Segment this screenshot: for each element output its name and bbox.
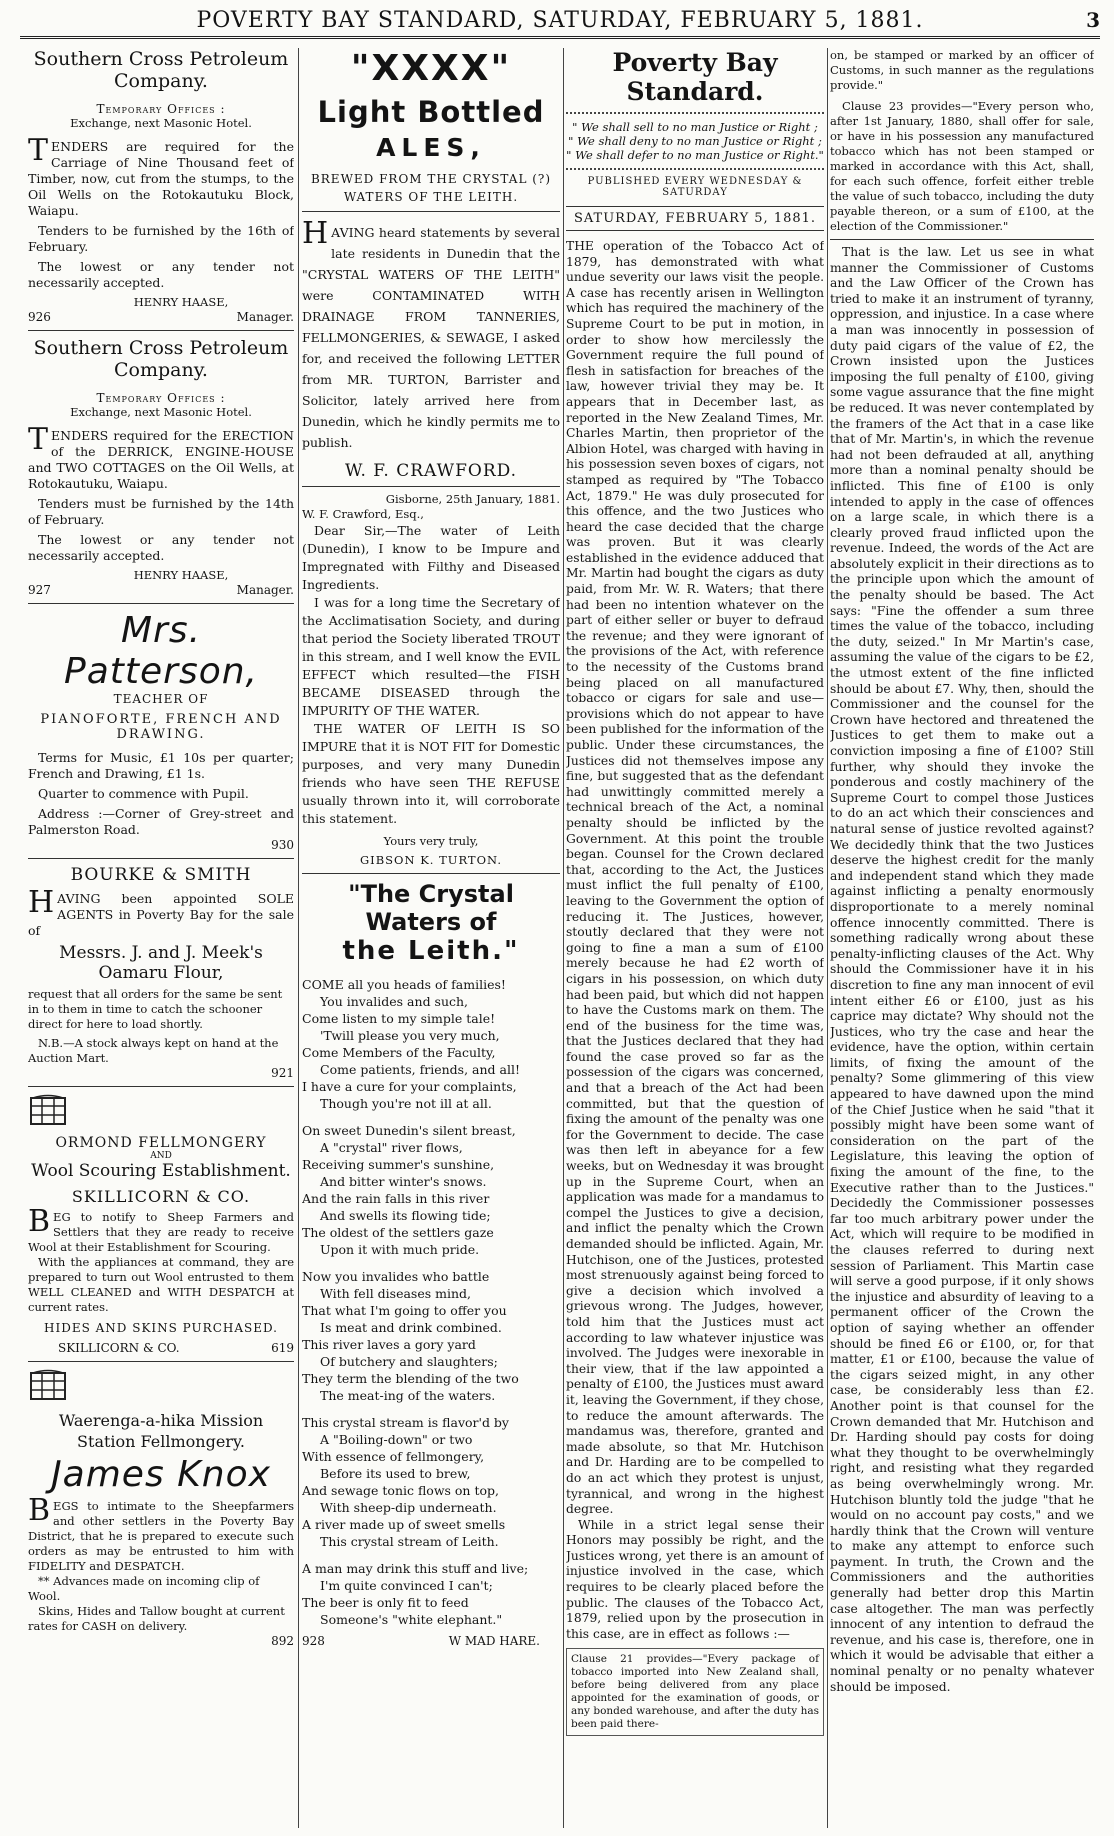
poem-line: And bitter winter's snows. — [320, 1174, 487, 1189]
page-number: 3 — [1086, 8, 1100, 32]
poem-line: Come Members of the Faculty, — [302, 1045, 496, 1060]
ad-deadline: Tenders must be furnished by the 14th of February. — [28, 496, 294, 527]
ad-number: 921 — [271, 1066, 294, 1080]
column-divider — [298, 48, 299, 1828]
ale-advert-subhead: BREWED FROM THE CRYSTAL (?) WATERS OF THE LEITH. — [310, 172, 552, 204]
ad-address: Address :—Corner of Grey-street and Palmerston Road. — [28, 806, 294, 837]
poem-line: Before its used to brew, — [320, 1466, 471, 1481]
ad-body: BEG to notify to Sheep Farmers and Settlers that they are ready to receive Wool at their Establishment for Scouring. — [28, 1204, 294, 1254]
editorial-paragraph: That is the law. Let us see in what manner the Commissioner of Customs and the Law Officer of the Crown has tried to make it an instrument of tyranny, oppression, and injustice. In a case where a man was innocently in possession of duty paid cigars of the value of £2, the Crown insisted upon the Justices imposing the full penalty of £100, giving some vague assurance that the fine might be reduced. It was never contemplated by the framers of the Act that in a case like that of Mr. Martin's, in which the revenue had not been defrauded at all, anything more than a nominal penalty should be inflicted. This fine of £100 is only intended to apply in the case of offences on a large scale, in which there is a clearly proved fraud inflicted upon the revenue. Indeed, the words of the Act are absolutely explicit in their directions as to the principle upon which the amount of the penalty should be based. The Act says: "Fine the offender a sum three times the value of the tobacco, including the duty, seized." In Mr Martin's case, assuming the value of the cigars to be £2, the utmost extent of the fine inflicted should be about £7. Why, then, should the Commissioner and the counsel for the Crown have hectored and threatened the Justices to get them to make out a conviction imposing a fine of £100? Still further, why should they invoke the ponderous and costly machinery of the Supreme Court to compel those Justices to do an act which their consciences and natural sense of justice revolted against? We decidedly think that the two Justices deserve the highest credit for the manly and independent stand which they made against inflicting a penalty enormously disproportionate to a merely nominal offence innocently committed. There is something radically wrong about these penalty-inflicting clauses of the Act. Why should the Commissioner have it in his discretion to fine any man innocent of evil intent either £6 or £100, just as his caprice may dictate? Why should not the Justices, who try the case and hear the evidence, have the option, within certain limits, of fixing the amount of the penalty? Some glimmering of this view appeared to have dawned upon the mind of the Chief Justice when he said "that it possibly might have been some want of consideration on the part of the Legislature, this leaving the option of fixing the amount of the fine, to the Executive rather than to the Justices." Decidedly the Commissioner possesses far too much arbitrary power under the Act, which will require to be modified in the clauses referred to during next session of Parliament. This Martin case will serve a good purpose, if it only shows the injustice and absurdity of leaving to a permanent officer of the Crown the option of saying whether an offender should be fined £6 or £100, or, for that matter, £1 or £100, because the value of the cigars seized might, in any other case, be considerably less than £2. Another point is that counsel for the Crown demanded that Mr. Hutchison and Dr. Harding should pay costs for doing what they thought to be overwhelmingly right, and resisting what they regarded as being overwhelmingly wrong. Mr. Hutchison bluntly told the judge "that he would on no account pay costs," and we hardly think that the Crown will venture to make any attempt to enforce such payment. In truth, the Crown and the Commissioners and the authorities generally had better drop this Martin case altogether. The man was perfectly innocent of any intention to defraud the revenue, and his case is, therefore, one in which it would be advisable that either a nominal penalty or no penalty whatever should be imposed. — [830, 245, 1094, 1694]
ad-number: 926 — [28, 310, 51, 324]
poem-line: This crystal stream is flavor'd by — [302, 1415, 509, 1430]
ad-body: With the appliances at command, they are prepared to turn out Wool entrusted to them WELL CLEANED and WITH DESPATCH at current rates. — [28, 1255, 294, 1314]
poem-line: Come listen to my simple tale! — [302, 1011, 496, 1026]
column-divider — [563, 48, 564, 1828]
poem-line: This crystal stream of Leith. — [320, 1534, 499, 1549]
newspaper-nameplate: Poverty Bay Standard. — [612, 48, 778, 106]
advertisement-bourke-smith — [28, 865, 294, 1087]
ad-advances: ** Advances made on incoming clip of Wool. — [28, 1574, 260, 1603]
poem-line: Someone's "white elephant." — [320, 1612, 503, 1627]
ad-firm: BOURKE & SMITH — [70, 865, 252, 885]
ad-request: request that all orders for the same be sent in to them in time to catch the schooner direct for here to load shortly. — [28, 987, 283, 1031]
poem-line: Upon it with much pride. — [320, 1242, 480, 1257]
clause-21-quote: Clause 21 provides—"Every package of tobacco imported into New Zealand shall, before being delivered from any place appointed for the examination of goods, or any bonded warehouse, and after the duty has been paid there- — [566, 1648, 824, 1736]
poem-line: Of butchery and slaughters; — [320, 1354, 498, 1369]
clause-21-continued: on, be stamped or marked by an officer of Customs, in such manner as the regulations provide." — [830, 48, 1094, 92]
editorial-paragraph: While in a strict legal sense their Honors may possibly be right, and the Justices wrong, yet there is an amount of injustice involved in the case, which requires to be clearly placed before the public. The clauses of the Tobacco Act, 1879, relied upon by the prosecution in this case, are in effect as follows :— — [566, 1517, 824, 1641]
advertisement-petroleum-1 — [28, 48, 294, 331]
letter-date: Gisborne, 25th January, 1881. — [385, 492, 560, 506]
poem-line: The meat-ing of the waters. — [320, 1388, 496, 1403]
ad-signer: SKILLICORN & CO. — [58, 1341, 180, 1355]
column-1 — [28, 48, 294, 1828]
ale-advert-headline: ALES, — [376, 133, 486, 162]
poem-line: With sheep-dip underneath. — [320, 1500, 497, 1515]
advertisement-james-knox — [28, 1368, 294, 1648]
ad-name: Mrs. Patterson, — [64, 610, 258, 692]
ad-body: BEGS to intimate to the Sheepfarmers and other settlers in the Poverty Bay District, that he is prepared to execute such orders as may be entrusted to him with FIDELITY and DESPATCH. — [28, 1493, 294, 1573]
column-divider — [827, 48, 828, 1828]
ad-firm: SKILLICORN & CO. — [71, 1187, 251, 1206]
clause-23-quote: Clause 23 provides—"Every person who, after 1st January, 1880, shall offer for sale, or have in his possession any manufactured tobacco which has not been stamped or marked in accordance with this Act, shall, for each such offence, forfeit either treble the value of such tobacco, including the duty payable thereon, or a sum of £100, at the election of the Commissioner." — [830, 99, 1094, 233]
ad-title: Waerenga-a-hika Mission Station Fellmongery. — [58, 1411, 264, 1451]
poem-line: 'Twill please you very much, — [320, 1028, 500, 1043]
poem-line: I have a cure for your complaints, — [302, 1079, 517, 1094]
editorial-dateline: SATURDAY, FEBRUARY 5, 1881. — [566, 206, 824, 231]
advertisement-petroleum-2 — [28, 337, 294, 604]
poem-number: 928 — [302, 1634, 325, 1648]
column-2 — [302, 48, 560, 1828]
ad-conjunction: AND — [150, 1151, 172, 1161]
poem-line: COME all you heads of families! — [302, 977, 506, 992]
letter-paragraph: Dear Sir,—The water of Leith (Dunedin), I know to be Impure and Impregnated with Filthy and Diseased Ingredients. — [302, 523, 560, 592]
poem-line: A "Boiling-down" or two — [320, 1432, 473, 1447]
ad-terms: Terms for Music, £1 10s per quarter; French and Drawing, £1 1s. — [28, 750, 294, 781]
ad-address: Exchange, next Masonic Hotel. — [70, 405, 252, 419]
page-header-title: POVERTY BAY STANDARD, SATURDAY, FEBRUARY 5, 1881. — [196, 8, 924, 33]
ad-subtitle: TEACHER OF — [113, 692, 209, 706]
poem-title: "The Crystal Waters of — [348, 880, 514, 936]
publication-schedule: PUBLISHED EVERY WEDNESDAY & SATURDAY — [587, 176, 803, 198]
letter-signer: GIBSON K. TURTON. — [359, 853, 502, 867]
ad-subject: PIANOFORTE, FRENCH AND DRAWING. — [40, 712, 282, 742]
ad-name: James Knox — [51, 1454, 271, 1495]
column-3 — [566, 48, 824, 1828]
poem-line: They term the blending of the two — [302, 1371, 519, 1386]
motto-line: " We shall deny to no man Justice or Right ; — [568, 134, 822, 148]
ad-body: TENDERS required for the ERECTION of the DERRICK, ENGINE-HOUSE and TWO COTTAGES on the Oil Wells, at Rotokautuku, Waiapu. — [28, 422, 294, 491]
poem-author: W MAD HARE. — [448, 1634, 540, 1648]
letter-paragraph: THE WATER OF LEITH IS SO IMPURE that it is NOT FIT for Domestic purposes, and very many Dunedin friends who have seen THE REFUSE usually thrown into it, will corroborate this statement. — [302, 721, 560, 826]
page-header — [20, 6, 1100, 39]
letter-addressee: W. F. Crawford, Esq., — [302, 507, 424, 521]
poem-line: Receiving summer's sunshine, — [302, 1157, 495, 1172]
poem-line: With fell diseases mind, — [320, 1286, 472, 1301]
ad-signer: HENRY HAASE, — [133, 568, 229, 582]
ad-disclaimer: The lowest or any tender not necessarily accepted. — [28, 259, 294, 290]
poem-line: The oldest of the settlers gaze — [302, 1225, 494, 1240]
editorial-paragraph: THE operation of the Tobacco Act of 1879, has demonstrated with what undue severity our laws visit the people. A case has recently arisen in Wellington which has required the machinery of the Supreme Court to be put in motion, in order to show how mercilessly the Government require the full pound of flesh in satisfaction for breaches of the law, however trivial they may be. It appears that in December last, as reported in the New Zealand Times, Mr. Charles Martin, then proprietor of the Albion Hotel, was charged with having in his possession seven boxes of cigars, not stamped as required by "The Tobacco Act, 1879." He was duly prosecuted for this offence, and the two Justices who heard the case decided that the charge was proven. But it was clearly established in the evidence adduced that Mr. Martin had bought the cigars as duty paid, from Mr. W. R. Waters; that there had been no intention whatever on the part of either seller or buyer to defraud the revenue; and they were ignorant of the provisions of the Act, with reference to the necessity of the Customs brand being placed on all manufactured tobacco or cigars for sale and use—provisions which do not appear to have been published for the information of the public. Under these circumstances, the Justices did not themselves impose any fine, but suggested that as the defendant had unwittingly committed merely a technical breach of the Act, a nominal penalty should be inflicted by the Government. At this point the trouble began. Counsel for the Crown declared that, according to the Act, the Justices must inflict the full penalty of £100, leaving to the Government the option of reducing it. The Justices, however, stoutly declared that they were not going to fine a man a sum of £100 merely because he had £2 worth of cigars in his possession, on which duty had been paid, but which did not happen to have the Customs mark on them. The end of the business for the time was, that the Justices declared that they had found the case proved so far as the possession of the cigars was concerned, and that a breach of the Act had been committed, but that the question of fixing the amount of the penalty was one for the Government to decide. The case was then left in abeyance for a few weeks, but on Wednesday it was brought up in the Supreme Court, when an application was made for a mandamus to compel the Justices to give a decision, and inflict the penalty which the Crown demanded should be inflicted. Again, Mr. Hutchison, one of the Justices, protested most strenuously against being forced to give a decision which involved a grievous wrong. The Judges, however, told him that the Justices must act according to law whatever injustice was involved. The Judges were inexorable in their view, that if the law appointed a penalty of £100, the Justices must award it, leaving the Government, if they chose, to reduce the amount afterwards. The mandamus was, therefore, granted and made absolute, so that Mr. Hutchison and Dr. Harding are to be compelled to do an act which they protest is unjust, tyrannical, and wrong in the highest degree. — [566, 239, 824, 1517]
ad-number: 892 — [271, 1634, 294, 1648]
wool-bale-icon — [28, 1093, 68, 1127]
column-4 — [830, 48, 1094, 1828]
poem-line: And sewage tonic flows on top, — [302, 1483, 499, 1498]
ad-number: 930 — [271, 838, 294, 852]
poem-line: Come patients, friends, and all! — [320, 1062, 520, 1077]
ad-skins: Skins, Hides and Tallow bought at current rates for CASH on delivery. — [28, 1604, 285, 1633]
ad-title: ORMOND FELLMONGERY — [55, 1135, 267, 1151]
ad-note: N.B.—A stock always kept on hand at the Auction Mart. — [28, 1036, 279, 1065]
ad-title: Wool Scouring Establishment. — [31, 1161, 291, 1181]
poem-line: Is meat and drink combined. — [320, 1320, 502, 1335]
poem-line: Though you're not ill at all. — [320, 1096, 492, 1111]
ad-deadline: Tenders to be furnished by the 16th of February. — [28, 223, 294, 254]
advertisement-ormond-fellmongery — [28, 1093, 294, 1362]
ad-title: Southern Cross Petroleum Company. — [33, 48, 289, 92]
poem-line: That what I'm going to offer you — [302, 1303, 507, 1318]
ad-offices-label: Temporary Offices : — [96, 102, 226, 116]
poem-title: the Leith." — [342, 936, 520, 966]
poem-line: On sweet Dunedin's silent breast, — [302, 1123, 516, 1138]
ad-offices-label: Temporary Offices : — [96, 391, 226, 405]
ad-body: TENDERS are required for the Carriage of Nine Thousand feet of Timber, now, cut from the stumps, to the Oil Wells on the Rotokautuku Block, Waiapu. — [28, 133, 294, 218]
poem-line: And swells its flowing tide; — [320, 1208, 491, 1223]
poem-line: You invalides and such, — [320, 994, 469, 1009]
poem-line: The beer is only fit to feed — [302, 1595, 469, 1610]
ad-title: Southern Cross Petroleum Company. — [33, 337, 289, 381]
poem-body — [302, 976, 560, 1628]
poem-line: I'm quite convinced I can't; — [320, 1578, 493, 1593]
ale-advert-statement: HAVING heard statements by several late residents in Dunedin that the "CRYSTAL WATERS OF THE LEITH" were CONTAMINATED WITH DRAINAGE FROM TANNERIES, FELLMONGERIES, & SEWAGE, I asked for, and received the following LETTER from MR. TURTON, Barrister and Solicitor, lately arrived here from Dunedin, which he kindly permits me to publish. — [302, 216, 560, 450]
poem-line: And the rain falls in this river — [302, 1191, 490, 1206]
letter-closing: Yours very truly, — [383, 834, 479, 848]
poem-line: With essence of fellmongery, — [302, 1449, 485, 1464]
ad-body: HAVING been appointed SOLE AGENTS in Poverty Bay for the sale of — [28, 885, 294, 938]
poem-line: A man may drink this stuff and live; — [302, 1561, 529, 1576]
ad-address: Exchange, next Masonic Hotel. — [70, 116, 252, 130]
ale-advert-headline: Light Bottled — [317, 95, 545, 129]
ad-signer: HENRY HAASE, — [133, 295, 229, 309]
ad-quarter: Quarter to commence with Pupil. — [38, 786, 249, 801]
poem-line: A "crystal" river flows, — [320, 1140, 463, 1155]
ad-hides: HIDES AND SKINS PURCHASED. — [44, 1321, 278, 1335]
motto-line: " We shall defer to no man Justice or Right." — [566, 148, 824, 162]
ad-role: Manager. — [236, 310, 294, 324]
ad-number: 619 — [271, 1341, 294, 1355]
advertisement-patterson — [28, 610, 294, 859]
ad-role: Manager. — [236, 583, 294, 597]
ale-advert-signer: W. F. CRAWFORD. — [344, 461, 518, 481]
ad-number: 927 — [28, 583, 51, 597]
ad-product: Oamaru Flour, — [98, 963, 224, 983]
motto-line: " We shall sell to no man Justice or Right ; — [572, 120, 818, 134]
ale-advert-title: "XXXX" — [350, 48, 512, 89]
wool-bale-icon — [28, 1368, 68, 1402]
ad-disclaimer: The lowest or any tender not necessarily accepted. — [28, 532, 294, 563]
ad-product: Messrs. J. and J. Meek's — [59, 943, 263, 963]
letter-paragraph: I was for a long time the Secretary of the Acclimatisation Society, and during that period the Society liberated TROUT in this stream, and I well know the EVIL EFFECT which resulted—the FISH BECAME DISEASED through the IMPURITY OF THE WATER. — [302, 595, 560, 718]
poem-line: Now you invalides who battle — [302, 1269, 490, 1284]
poem-line: A river made up of sweet smells — [302, 1517, 506, 1532]
poem-line: This river laves a gory yard — [302, 1337, 476, 1352]
